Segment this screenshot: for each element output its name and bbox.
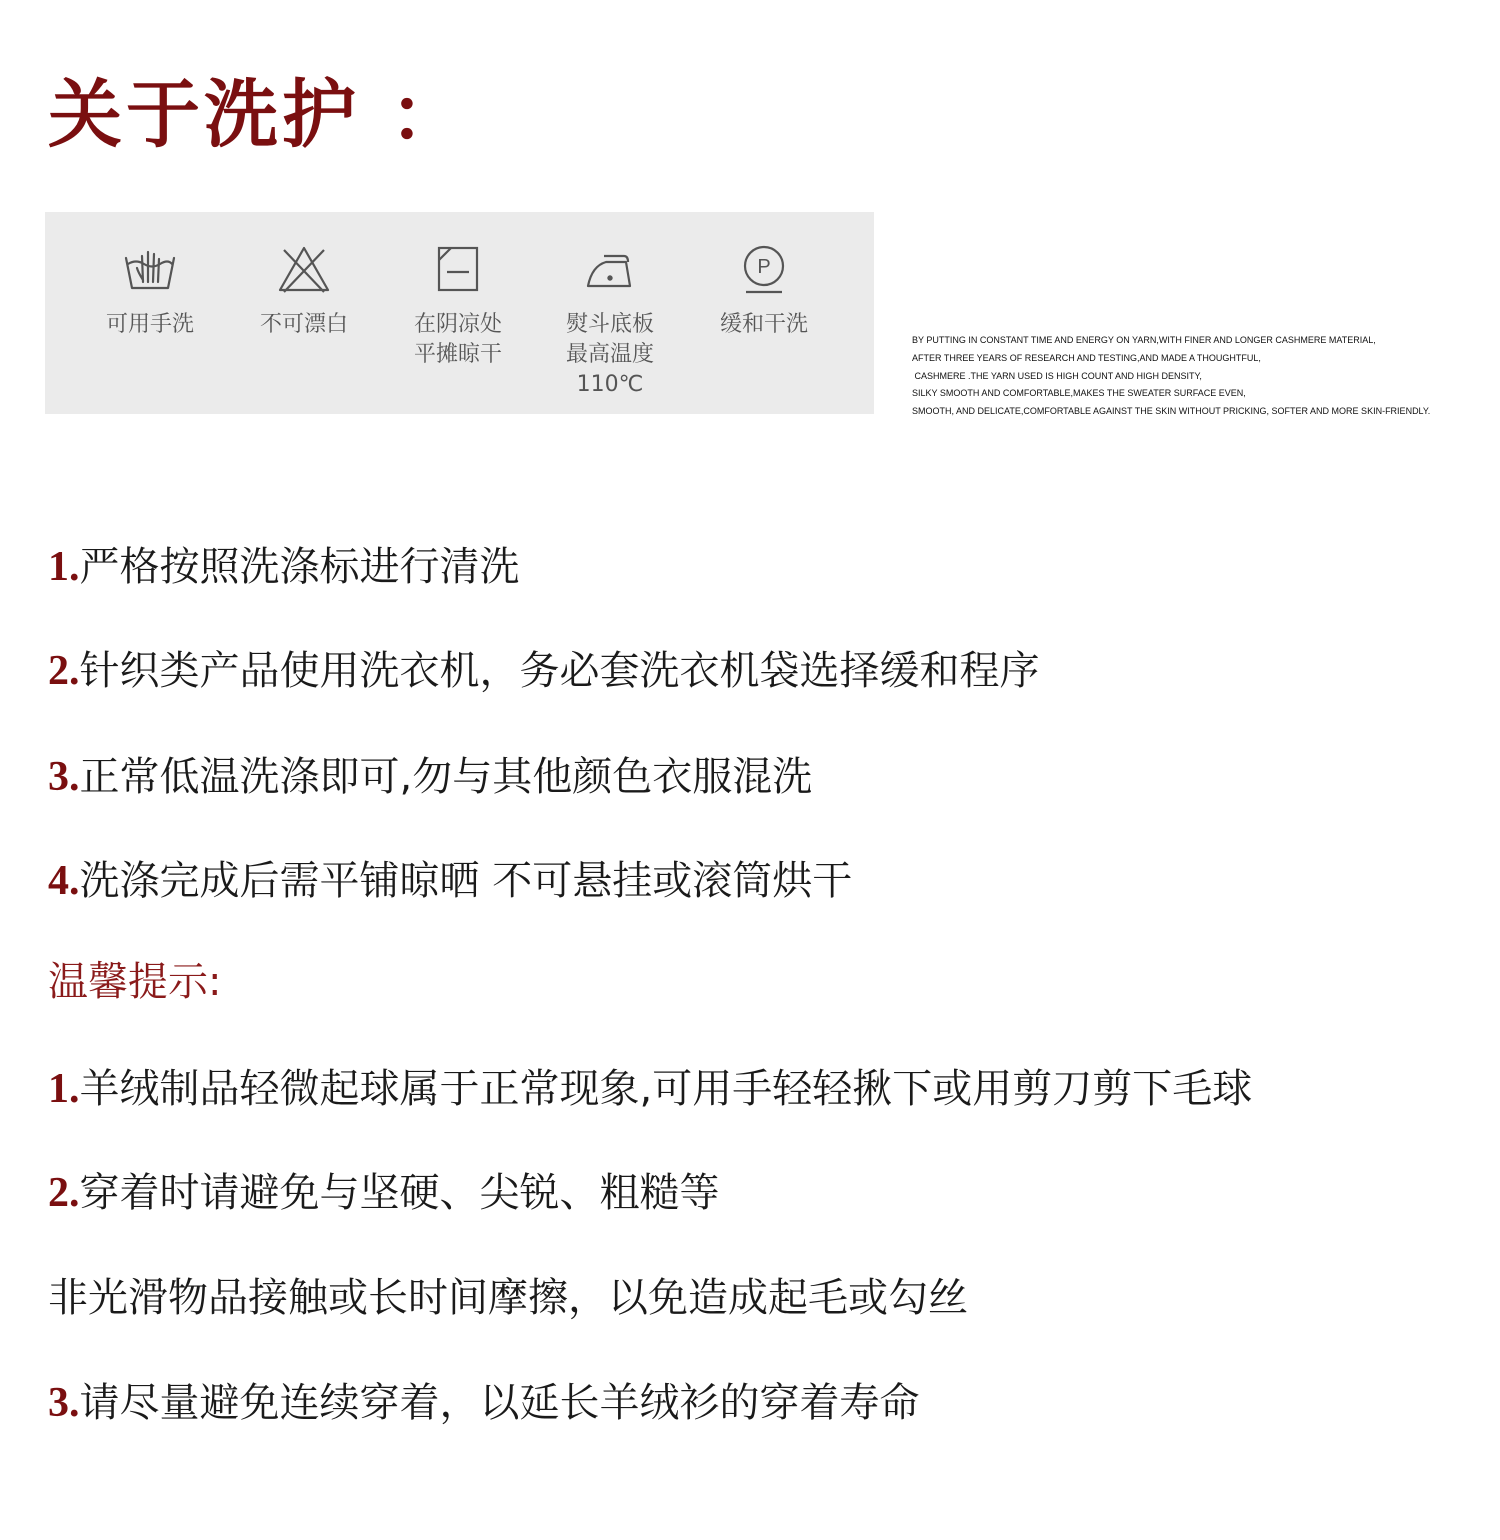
english-line: SILKY SMOOTH AND COMFORTABLE,MAKES THE SWEATER SURFACE EVEN, [912,388,1246,399]
svg-text:P: P [757,256,771,278]
tip-3 [48,1382,920,1424]
tip-1 [48,1068,1252,1110]
item-number: 1. [48,544,80,590]
item-text: 针织类产品使用洗衣机，务必套洗衣机袋选择缓和程序 [79,648,1040,694]
care-label-iron: 熨斗底板 最高温度 110℃ [565,312,654,397]
care-instruction-3 [48,756,812,798]
item-number: 1. [48,1066,80,1112]
care-label-no-bleach: 不可漂白 [259,312,348,337]
shade-flat-dry-icon [428,242,488,298]
english-line: AFTER THREE YEARS OF RESEARCH AND TESTING,AND MADE A THOUGHTFUL, [912,352,1261,363]
care-symbol-no-bleach [229,242,379,340]
care-symbol-hand-wash [75,242,225,340]
english-description [912,332,1472,421]
english-line: BY PUTTING IN CONSTANT TIME AND ENERGY ON YARN,WITH FINER AND LONGER CASHMERE MATERIAL, [912,335,1376,345]
item-text: 非光滑物品接触或长时间摩擦，以免造成起毛或勾丝 [48,1275,968,1321]
item-text: 穿着时请避免与坚硬、尖锐、粗糙等 [79,1170,720,1216]
no-bleach-icon [274,242,334,298]
care-instruction-4 [48,860,852,902]
item-number: 2. [48,648,80,694]
care-symbol-dry-clean [689,242,839,340]
tip-2-continued [48,1275,968,1321]
item-text: 羊绒制品轻微起球属于正常现象,可用手轻轻揪下或用剪刀剪下毛球 [79,1066,1253,1112]
item-number: 2. [48,1170,80,1216]
english-line: SMOOTH, AND DELICATE,COMFORTABLE AGAINST THE SKIN WITHOUT PRICKING, SOFTER AND MORE SKIN-FRIENDLY. [912,406,1431,417]
tip-2 [48,1172,720,1214]
item-text: 严格按照洗涤标进行清洗 [79,544,520,590]
care-label-dry-clean: 缓和干洗 [719,312,808,337]
care-symbols-panel [45,212,874,414]
item-text: 正常低温洗涤即可,勿与其他颜色衣服混洗 [79,754,813,800]
care-instruction-1 [48,546,520,588]
item-number: 3. [48,1380,80,1426]
english-line: CASHMERE .THE YARN USED IS HIGH COUNT AND HIGH DENSITY, [912,370,1202,381]
care-instruction-2 [48,650,1040,692]
professional-dry-clean-icon [734,242,794,298]
iron-icon [580,242,640,298]
tips-heading: 温馨提示: [48,959,222,1005]
hand-wash-icon [120,242,180,298]
care-label-dry-flat-shade: 在阴凉处 平摊晾干 [413,312,502,367]
item-number: 4. [48,858,80,904]
item-text: 请尽量避免连续穿着，以延长羊绒衫的穿着寿命 [79,1380,920,1426]
page-title: 关于洗护 ： [48,72,468,158]
care-symbol-iron [535,242,685,400]
care-symbol-dry-flat-shade [383,242,533,370]
care-label-hand-wash: 可用手洗 [105,312,194,337]
item-text: 洗涤完成后需平铺晾晒 不可悬挂或滚筒烘干 [79,858,853,904]
item-number: 3. [48,754,80,800]
